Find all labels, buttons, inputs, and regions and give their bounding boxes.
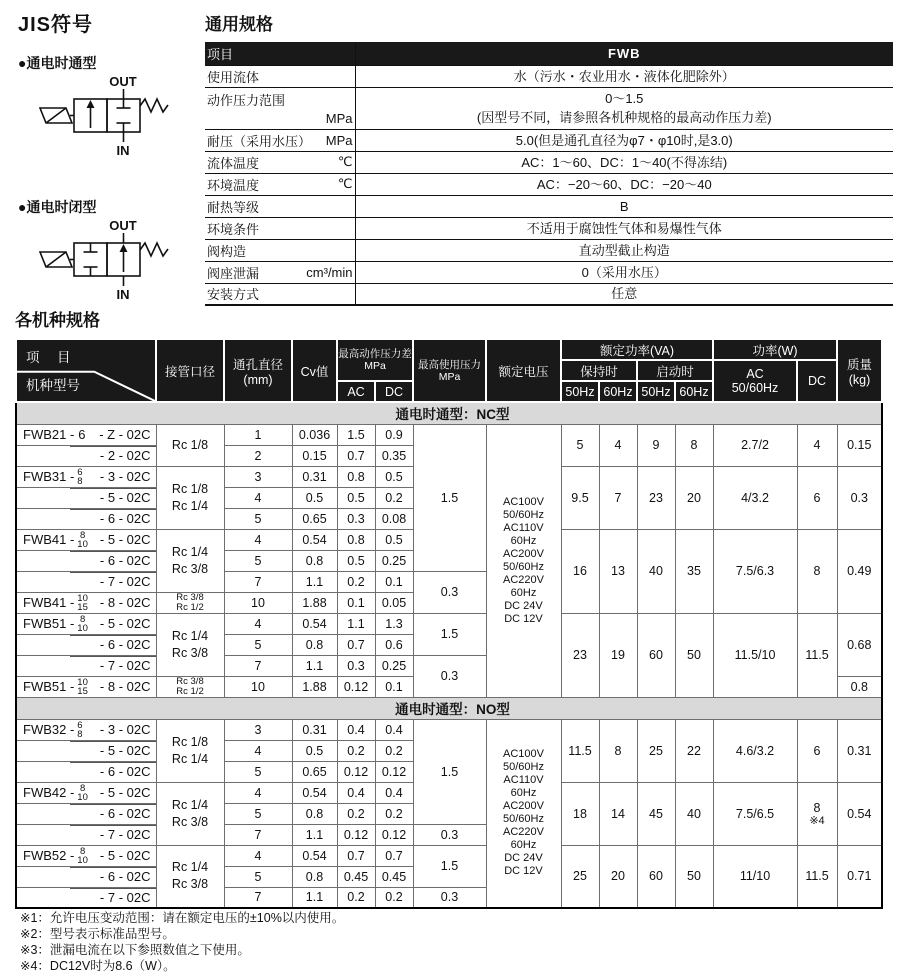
cv-cell: 0.31 [292, 719, 337, 740]
orifice-cell: 7 [224, 887, 292, 908]
dc-diff-cell: 0.05 [375, 592, 413, 613]
port-size-cell: Rc 1/4 Rc 3/8 [156, 782, 224, 845]
ac-diff-cell: 0.45 [337, 866, 375, 887]
hold-50hz-cell: 25 [561, 845, 599, 908]
ac-power-header: AC 50/60Hz [713, 360, 797, 402]
voltage-entry: AC100V 50/60Hz [503, 748, 544, 774]
ac-diff-cell: 0.8 [337, 466, 375, 487]
spec-item-label: 动作压力范围 MPa [205, 87, 355, 129]
model-cell: FWB42 - 8 10 - 5 - 02C [16, 782, 156, 803]
dc-diff-cell: 0.5 [375, 466, 413, 487]
dc-diff-cell: 0.1 [375, 571, 413, 592]
ac-diff-cell: 0.2 [337, 571, 375, 592]
footnote-line: ※4：DC12V时为8.6（W）。 [20, 959, 176, 973]
orifice-cell: 7 [224, 824, 292, 845]
port-size-cell: Rc 3/8 Rc 1/2 [156, 592, 224, 613]
spec-item-value: B [355, 195, 893, 217]
orifice-cell: 4 [224, 487, 292, 508]
spec-item-value: 水（污水・农业用水・液体化肥除外） [355, 65, 893, 87]
max-pressure-cell: 0.3 [413, 887, 486, 908]
model-cell: FWB41 - 8 10 - 5 - 02C [16, 529, 156, 550]
size-fraction: 8 10 [77, 529, 88, 550]
spec-item-label: 耐压（采用水压） MPa [205, 129, 355, 151]
max-pressure-cell: 1.5 [413, 845, 486, 887]
in-port-label: IN [116, 143, 130, 158]
orifice-cell: 7 [224, 571, 292, 592]
ac-diff-cell: 1.5 [337, 424, 375, 445]
spec-item-label: 耐热等级 [205, 195, 355, 217]
orifice-cell: 5 [224, 761, 292, 782]
section-title: 通电时通型：NC型 [16, 402, 882, 424]
dc-diff-cell: 0.1 [375, 676, 413, 697]
spec-row [205, 283, 893, 305]
ac-diff-cell: 0.7 [337, 845, 375, 866]
port-size-cell: Rc 1/4 Rc 3/8 [156, 529, 224, 592]
orifice-cell: 4 [224, 613, 292, 634]
footnote-line: ※3：泄漏电流在以下参照数值之下使用。 [20, 943, 250, 957]
cv-cell: 0.54 [292, 782, 337, 803]
dc-diff-cell: 0.25 [375, 655, 413, 676]
dc-diff-cell: 0.2 [375, 487, 413, 508]
spec-item-value: 不适用于腐蚀性气体和易爆性气体 [355, 217, 893, 239]
orifice-cell: 7 [224, 655, 292, 676]
dc-header: DC [375, 381, 413, 402]
ac-diff-cell: 1.1 [337, 613, 375, 634]
model-cell: FWB31 - 6 8 - 3 - 02C [16, 466, 156, 487]
model-cell: - 7 - 02C [16, 655, 156, 676]
max-pressure-cell: 1.5 [413, 719, 486, 824]
dc-diff-cell: 0.35 [375, 445, 413, 466]
spec-row [205, 261, 893, 283]
dc-watt-cell: 4 [797, 424, 837, 466]
spec-item-value: 0～1.5 (因型号不同，请参照各机种规格的最高动作压力差) [355, 87, 893, 129]
size-fraction: 10 15 [77, 592, 88, 613]
mass-header: 质量 (kg) [837, 339, 882, 402]
voltage-entry: DC 24V [504, 852, 543, 865]
port-size-cell: Rc 1/4 Rc 3/8 [156, 845, 224, 908]
spec-item-label: 使用流体 [205, 65, 355, 87]
ac-watt-cell: 7.5/6.5 [713, 782, 797, 845]
voltage-entry: AC100V 50/60Hz [503, 495, 544, 521]
dc-diff-cell: 0.12 [375, 824, 413, 845]
start-50hz-cell: 60 [637, 613, 675, 697]
series-name: FWB [355, 42, 893, 65]
voltage-entry: DC 12V [504, 865, 543, 878]
jis-section-title: JIS符号 [18, 14, 94, 36]
spec-row [205, 151, 893, 173]
dc-watt-cell: 6 [797, 719, 837, 782]
out-port-label: OUT [109, 221, 137, 233]
footnote-line: ※2：型号表示标准品型号。 [20, 927, 175, 941]
spec-row [205, 65, 893, 87]
hold-50hz-cell: 9.5 [561, 466, 599, 529]
mass-cell: 0.71 [837, 845, 882, 908]
max-pressure-cell: 0.3 [413, 655, 486, 697]
model-cell: - 6 - 02C [16, 866, 156, 887]
hz-header: 50Hz [637, 381, 675, 402]
size-fraction: 8 10 [77, 782, 88, 803]
dc-watt-cell: 6 [797, 466, 837, 529]
ac-diff-cell: 0.1 [337, 592, 375, 613]
dc-diff-cell: 0.9 [375, 424, 413, 445]
start-50hz-cell: 40 [637, 529, 675, 613]
in-port-label: IN [116, 287, 130, 302]
spec-row [205, 239, 893, 261]
spec-item-label: 阀构造 [205, 239, 355, 261]
model-cell: FWB51 - 8 10 - 5 - 02C [16, 613, 156, 634]
dc-diff-cell: 0.25 [375, 550, 413, 571]
model-spec-row [16, 424, 882, 445]
model-cell: FWB41 - 10 15 - 8 - 02C [16, 592, 156, 613]
dc-diff-cell: 0.6 [375, 634, 413, 655]
cv-cell: 1.1 [292, 824, 337, 845]
size-fraction: 8 10 [77, 845, 88, 866]
section-header-row [16, 697, 882, 719]
ac-diff-cell: 0.3 [337, 655, 375, 676]
mass-cell: 0.54 [837, 782, 882, 845]
start-60hz-cell: 8 [675, 424, 713, 466]
start-60hz-cell: 22 [675, 719, 713, 782]
hold-50hz-cell: 18 [561, 782, 599, 845]
cv-cell: 0.036 [292, 424, 337, 445]
cv-cell: 1.1 [292, 655, 337, 676]
section-title: 通电时通型：NO型 [16, 697, 882, 719]
dc-watt-cell: 11.5 [797, 613, 837, 697]
spec-row [205, 87, 893, 129]
hold-60hz-cell: 4 [599, 424, 637, 466]
spec-item-label: 流体温度 ℃ [205, 151, 355, 173]
spec-row [205, 173, 893, 195]
ac-diff-cell: 0.12 [337, 761, 375, 782]
ac-diff-cell: 0.4 [337, 719, 375, 740]
cv-cell: 0.8 [292, 866, 337, 887]
ac-diff-cell: 0.4 [337, 782, 375, 803]
ac-watt-cell: 11/10 [713, 845, 797, 908]
cv-cell: 0.54 [292, 613, 337, 634]
spec-item-value: 5.0(但是通孔直径为φ7・φ10时,是3.0) [355, 129, 893, 151]
models-spec-title: 各机种规格 [15, 311, 100, 330]
spec-item-value: 0（采用水压） [355, 261, 893, 283]
ac-watt-cell: 11.5/10 [713, 613, 797, 697]
cv-cell: 1.1 [292, 887, 337, 908]
spec-item-value: 直动型截止构造 [355, 239, 893, 261]
ac-diff-cell: 0.12 [337, 676, 375, 697]
models-spec-section [15, 306, 881, 909]
ac-watt-cell: 4/3.2 [713, 466, 797, 529]
cv-cell: 1.88 [292, 592, 337, 613]
dc-diff-cell: 1.3 [375, 613, 413, 634]
footnote-line: ※1：允许电压变动范围：请在额定电压的±10%以内使用。 [20, 911, 345, 925]
dc-watt-cell: 8 ※4 [797, 782, 837, 845]
orifice-cell: 10 [224, 592, 292, 613]
model-cell: - 7 - 02C [16, 824, 156, 845]
port-size-cell: Rc 1/4 Rc 3/8 [156, 613, 224, 676]
max-pressure-cell: 1.5 [413, 424, 486, 571]
orifice-cell: 3 [224, 466, 292, 487]
rated-voltage-cell [486, 424, 561, 697]
model-cell: - 7 - 02C [16, 571, 156, 592]
valve-no-label: ●通电时闭型 [18, 199, 97, 215]
model-spec-row [16, 719, 882, 740]
cv-cell: 0.5 [292, 740, 337, 761]
ac-diff-cell: 0.7 [337, 634, 375, 655]
spec-item-label: 环境条件 [205, 217, 355, 239]
dc-diff-cell: 0.2 [375, 887, 413, 908]
max-pressure-diff-header: 最高动作压力差 MPa [337, 339, 413, 381]
model-cell: - 7 - 02C [16, 887, 156, 908]
mass-cell: 0.8 [837, 676, 882, 697]
ac-header: AC [337, 381, 375, 402]
start-50hz-cell: 25 [637, 719, 675, 782]
orifice-cell: 5 [224, 866, 292, 887]
mass-cell: 0.68 [837, 613, 882, 676]
spec-item-value: AC：1～60、DC：1～40(不得冻结) [355, 151, 893, 173]
voltage-entry: AC220V 60Hz [503, 826, 544, 852]
cv-cell: 0.65 [292, 761, 337, 782]
hold-60hz-cell: 19 [599, 613, 637, 697]
ac-diff-cell: 0.2 [337, 803, 375, 824]
spec-item-value: 任意 [355, 283, 893, 305]
orifice-cell: 5 [224, 508, 292, 529]
port-size-cell: Rc 3/8 Rc 1/2 [156, 676, 224, 697]
general-spec-table [205, 42, 893, 306]
orifice-cell: 2 [224, 445, 292, 466]
orifice-cell: 10 [224, 676, 292, 697]
orifice-cell: 4 [224, 782, 292, 803]
model-cell: FWB51 - 10 15 - 8 - 02C [16, 676, 156, 697]
size-fraction: 6 8 [77, 719, 83, 740]
voltage-entry: AC110V 60Hz [503, 521, 544, 547]
spec-item-label: 环境温度 ℃ [205, 173, 355, 195]
model-spec-row [16, 845, 882, 866]
dc-watt-cell: 8 [797, 529, 837, 613]
size-fraction: 10 15 [77, 676, 88, 697]
orifice-cell: 5 [224, 634, 292, 655]
cv-header: Cv值 [292, 339, 337, 402]
rated-voltage-cell [486, 719, 561, 908]
hold-60hz-cell: 13 [599, 529, 637, 613]
mass-cell: 0.15 [837, 424, 882, 466]
hold-60hz-cell: 14 [599, 782, 637, 845]
port-size-cell: Rc 1/8 [156, 424, 224, 466]
orifice-cell: 3 [224, 719, 292, 740]
dc-diff-cell: 0.12 [375, 761, 413, 782]
spec-row [205, 195, 893, 217]
port-size-header: 接管口径 [156, 339, 224, 402]
model-spec-row [16, 613, 882, 634]
orifice-cell: 4 [224, 845, 292, 866]
spec-item-label: 阀座泄漏 cm³/min [205, 261, 355, 283]
start-60hz-cell: 40 [675, 782, 713, 845]
start-50hz-cell: 60 [637, 845, 675, 908]
model-cell: - 2 - 02C [16, 445, 156, 466]
hold-50hz-cell: 16 [561, 529, 599, 613]
ac-diff-cell: 0.2 [337, 887, 375, 908]
model-cell: - 5 - 02C [16, 740, 156, 761]
mass-cell: 0.3 [837, 466, 882, 529]
orifice-cell: 1 [224, 424, 292, 445]
ac-diff-cell: 0.7 [337, 445, 375, 466]
orifice-cell: 5 [224, 803, 292, 824]
model-cell: - 6 - 02C [16, 761, 156, 782]
model-cell: - 6 - 02C [16, 508, 156, 529]
dc-power-header: DC [797, 360, 837, 402]
mass-cell: 0.49 [837, 529, 882, 613]
power-w-header: 功率(W) [713, 339, 837, 360]
model-cell: - 6 - 02C [16, 803, 156, 824]
model-cell: - 6 - 02C [16, 634, 156, 655]
size-fraction: 6 8 [77, 466, 83, 487]
hz-header: 60Hz [599, 381, 637, 402]
model-cell: FWB52 - 8 10 - 5 - 02C [16, 845, 156, 866]
ac-watt-cell: 2.7/2 [713, 424, 797, 466]
cv-cell: 1.1 [292, 571, 337, 592]
voltage-entry: AC200V 50/60Hz [503, 800, 544, 826]
cv-cell: 0.5 [292, 487, 337, 508]
hold-50hz-cell: 23 [561, 613, 599, 697]
rated-voltage-header: 额定电压 [486, 339, 561, 402]
general-spec-title: 通用规格 [205, 15, 273, 34]
dc-diff-cell: 0.4 [375, 719, 413, 740]
model-type-label: 机种型号 [26, 378, 80, 393]
item-header: 项目 [205, 42, 355, 65]
cv-cell: 1.88 [292, 676, 337, 697]
hold-60hz-cell: 7 [599, 466, 637, 529]
port-size-cell: Rc 1/8 Rc 1/4 [156, 719, 224, 782]
max-pressure-cell: 0.3 [413, 571, 486, 613]
voltage-entry: AC220V 60Hz [503, 573, 544, 599]
valve-symbol-energized-open-icon [32, 77, 184, 169]
dc-diff-cell: 0.7 [375, 845, 413, 866]
ac-watt-cell: 4.6/3.2 [713, 719, 797, 782]
ac-diff-cell: 0.2 [337, 740, 375, 761]
hold-60hz-cell: 20 [599, 845, 637, 908]
cv-cell: 0.54 [292, 845, 337, 866]
ac-diff-cell: 0.5 [337, 550, 375, 571]
valve-nc-label: ●通电时通型 [18, 55, 97, 71]
ac-diff-cell: 0.5 [337, 487, 375, 508]
orifice-cell: 4 [224, 740, 292, 761]
cv-cell: 0.8 [292, 634, 337, 655]
max-pressure-cell: 1.5 [413, 613, 486, 655]
general-spec-section [205, 10, 893, 306]
model-cell: FWB21 - 6 - Z - 02C [16, 424, 156, 445]
footnote-marker: ※4 [809, 814, 825, 827]
start-60hz-cell: 50 [675, 845, 713, 908]
orifice-cell: 5 [224, 550, 292, 571]
max-working-pressure-header: 最高使用压力 MPa [413, 339, 486, 402]
cv-cell: 0.8 [292, 550, 337, 571]
spec-item-value: AC：−20～60、DC：−20～40 [355, 173, 893, 195]
rated-power-header: 额定功率(VA) [561, 339, 713, 360]
hold-60hz-cell: 8 [599, 719, 637, 782]
dc-diff-cell: 0.4 [375, 782, 413, 803]
item-label: 项 目 [26, 350, 73, 365]
ac-watt-cell: 7.5/6.3 [713, 529, 797, 613]
starting-header: 启动时 [637, 360, 713, 381]
cv-cell: 0.15 [292, 445, 337, 466]
max-pressure-cell: 0.3 [413, 824, 486, 845]
voltage-entry: AC110V 60Hz [503, 774, 544, 800]
spec-item-label: 安装方式 [205, 283, 355, 305]
port-size-cell: Rc 1/8 Rc 1/4 [156, 466, 224, 529]
start-60hz-cell: 20 [675, 466, 713, 529]
dc-watt-cell: 11.5 [797, 845, 837, 908]
model-cell: - 5 - 02C [16, 487, 156, 508]
models-spec-table [15, 338, 883, 909]
holding-header: 保持时 [561, 360, 637, 381]
voltage-entry: DC 12V [504, 612, 543, 625]
cv-cell: 0.31 [292, 466, 337, 487]
start-60hz-cell: 50 [675, 613, 713, 697]
spec-row [205, 217, 893, 239]
jis-symbol-section [18, 8, 203, 313]
dc-diff-cell: 0.5 [375, 529, 413, 550]
orifice-cell: 4 [224, 529, 292, 550]
cv-cell: 0.8 [292, 803, 337, 824]
start-50hz-cell: 23 [637, 466, 675, 529]
valve-symbol-energized-closed-icon [32, 221, 184, 313]
ac-diff-cell: 0.8 [337, 529, 375, 550]
dc-diff-cell: 0.08 [375, 508, 413, 529]
footnotes [20, 910, 880, 974]
model-corner-header [16, 339, 156, 402]
voltage-entry: AC200V 50/60Hz [503, 547, 544, 573]
start-60hz-cell: 35 [675, 529, 713, 613]
start-50hz-cell: 45 [637, 782, 675, 845]
hold-50hz-cell: 11.5 [561, 719, 599, 782]
voltage-entry: DC 24V [504, 599, 543, 612]
cv-cell: 0.54 [292, 529, 337, 550]
dc-diff-cell: 0.45 [375, 866, 413, 887]
model-cell: FWB32 - 6 8 - 3 - 02C [16, 719, 156, 740]
orifice-header: 通孔直径 (mm) [224, 339, 292, 402]
spec-row [205, 129, 893, 151]
hold-50hz-cell: 5 [561, 424, 599, 466]
mass-cell: 0.31 [837, 719, 882, 782]
hz-header: 50Hz [561, 381, 599, 402]
dc-diff-cell: 0.2 [375, 740, 413, 761]
start-50hz-cell: 9 [637, 424, 675, 466]
out-port-label: OUT [109, 77, 137, 89]
cv-cell: 0.65 [292, 508, 337, 529]
size-fraction: 8 10 [77, 613, 88, 634]
section-header-row [16, 402, 882, 424]
ac-diff-cell: 0.3 [337, 508, 375, 529]
ac-diff-cell: 0.12 [337, 824, 375, 845]
hz-header: 60Hz [675, 381, 713, 402]
dc-diff-cell: 0.2 [375, 803, 413, 824]
general-spec-header-row [205, 42, 893, 65]
model-cell: - 6 - 02C [16, 550, 156, 571]
